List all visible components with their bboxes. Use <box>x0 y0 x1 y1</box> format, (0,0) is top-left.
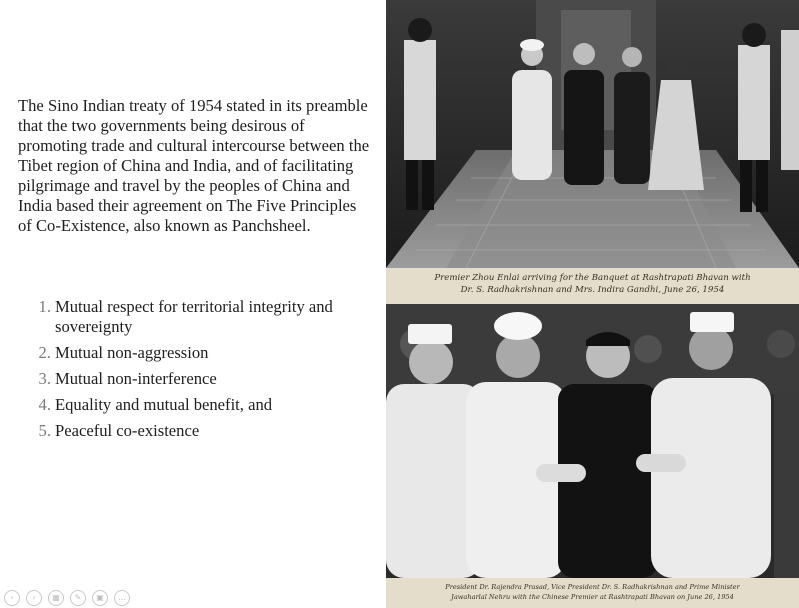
caption-line: Dr. S. Radhakrishnan and Mrs. Indira Gandhi, June 26, 1954 <box>460 285 725 295</box>
photo-leaders-group-image <box>386 304 799 578</box>
caption-line: President Dr. Rajendra Prasad, Vice President Dr. S. Radhakrishnan and Prime Minister <box>445 583 740 591</box>
pen-icon[interactable]: ✎ <box>70 590 86 606</box>
presentation-toolbar <box>4 590 130 606</box>
list-text: Mutual non-aggression <box>55 343 209 362</box>
list-number: 1. <box>38 297 51 316</box>
list-text: Mutual respect for territorial integrity and sovereignty <box>55 297 333 336</box>
list-number: 4. <box>38 395 51 414</box>
forward-icon[interactable]: › <box>26 590 42 606</box>
photo-banquet-arrival-image <box>386 0 799 268</box>
intro-paragraph: The Sino Indian treaty of 1954 stated in its preamble that the two governments being desirous of promoting trade and cultural intercourse between the Tibet region of China and India, and of facilitating pilgrimage and travel by the peoples of China and India based their agreement on The Five Principles of Co-Existence, also known as Panchsheel. <box>18 96 370 235</box>
more-icon[interactable]: … <box>114 590 130 606</box>
list-number: 5. <box>38 421 51 440</box>
caption-line: Jawaharlal Nehru with the Chinese Premier at Rashtrapati Bhavan on June 26, 1954 <box>451 593 734 601</box>
list-item <box>18 297 378 337</box>
list-text: Mutual non-interference <box>55 369 217 388</box>
list-number: 3. <box>38 369 51 388</box>
photo-leaders-group <box>386 304 799 578</box>
list-item <box>18 369 378 389</box>
list-item <box>18 343 378 363</box>
intro-block <box>18 96 370 236</box>
list-item <box>18 421 378 441</box>
list-item <box>18 395 378 415</box>
slides-icon[interactable]: ▣ <box>92 590 108 606</box>
caption-banquet-arrival <box>386 268 799 304</box>
caption-leaders-group <box>386 578 799 608</box>
list-text: Equality and mutual benefit, and <box>55 395 273 414</box>
back-icon[interactable]: ‹ <box>4 590 20 606</box>
principles-list <box>18 297 378 447</box>
caption-line: Premier Zhou Enlai arriving for the Banquet at Rashtrapati Bhavan with <box>434 273 751 283</box>
grid-icon[interactable]: ▦ <box>48 590 64 606</box>
list-number: 2. <box>38 343 51 362</box>
list-text: Peaceful co-existence <box>55 421 200 440</box>
photo-banquet-arrival <box>386 0 799 268</box>
